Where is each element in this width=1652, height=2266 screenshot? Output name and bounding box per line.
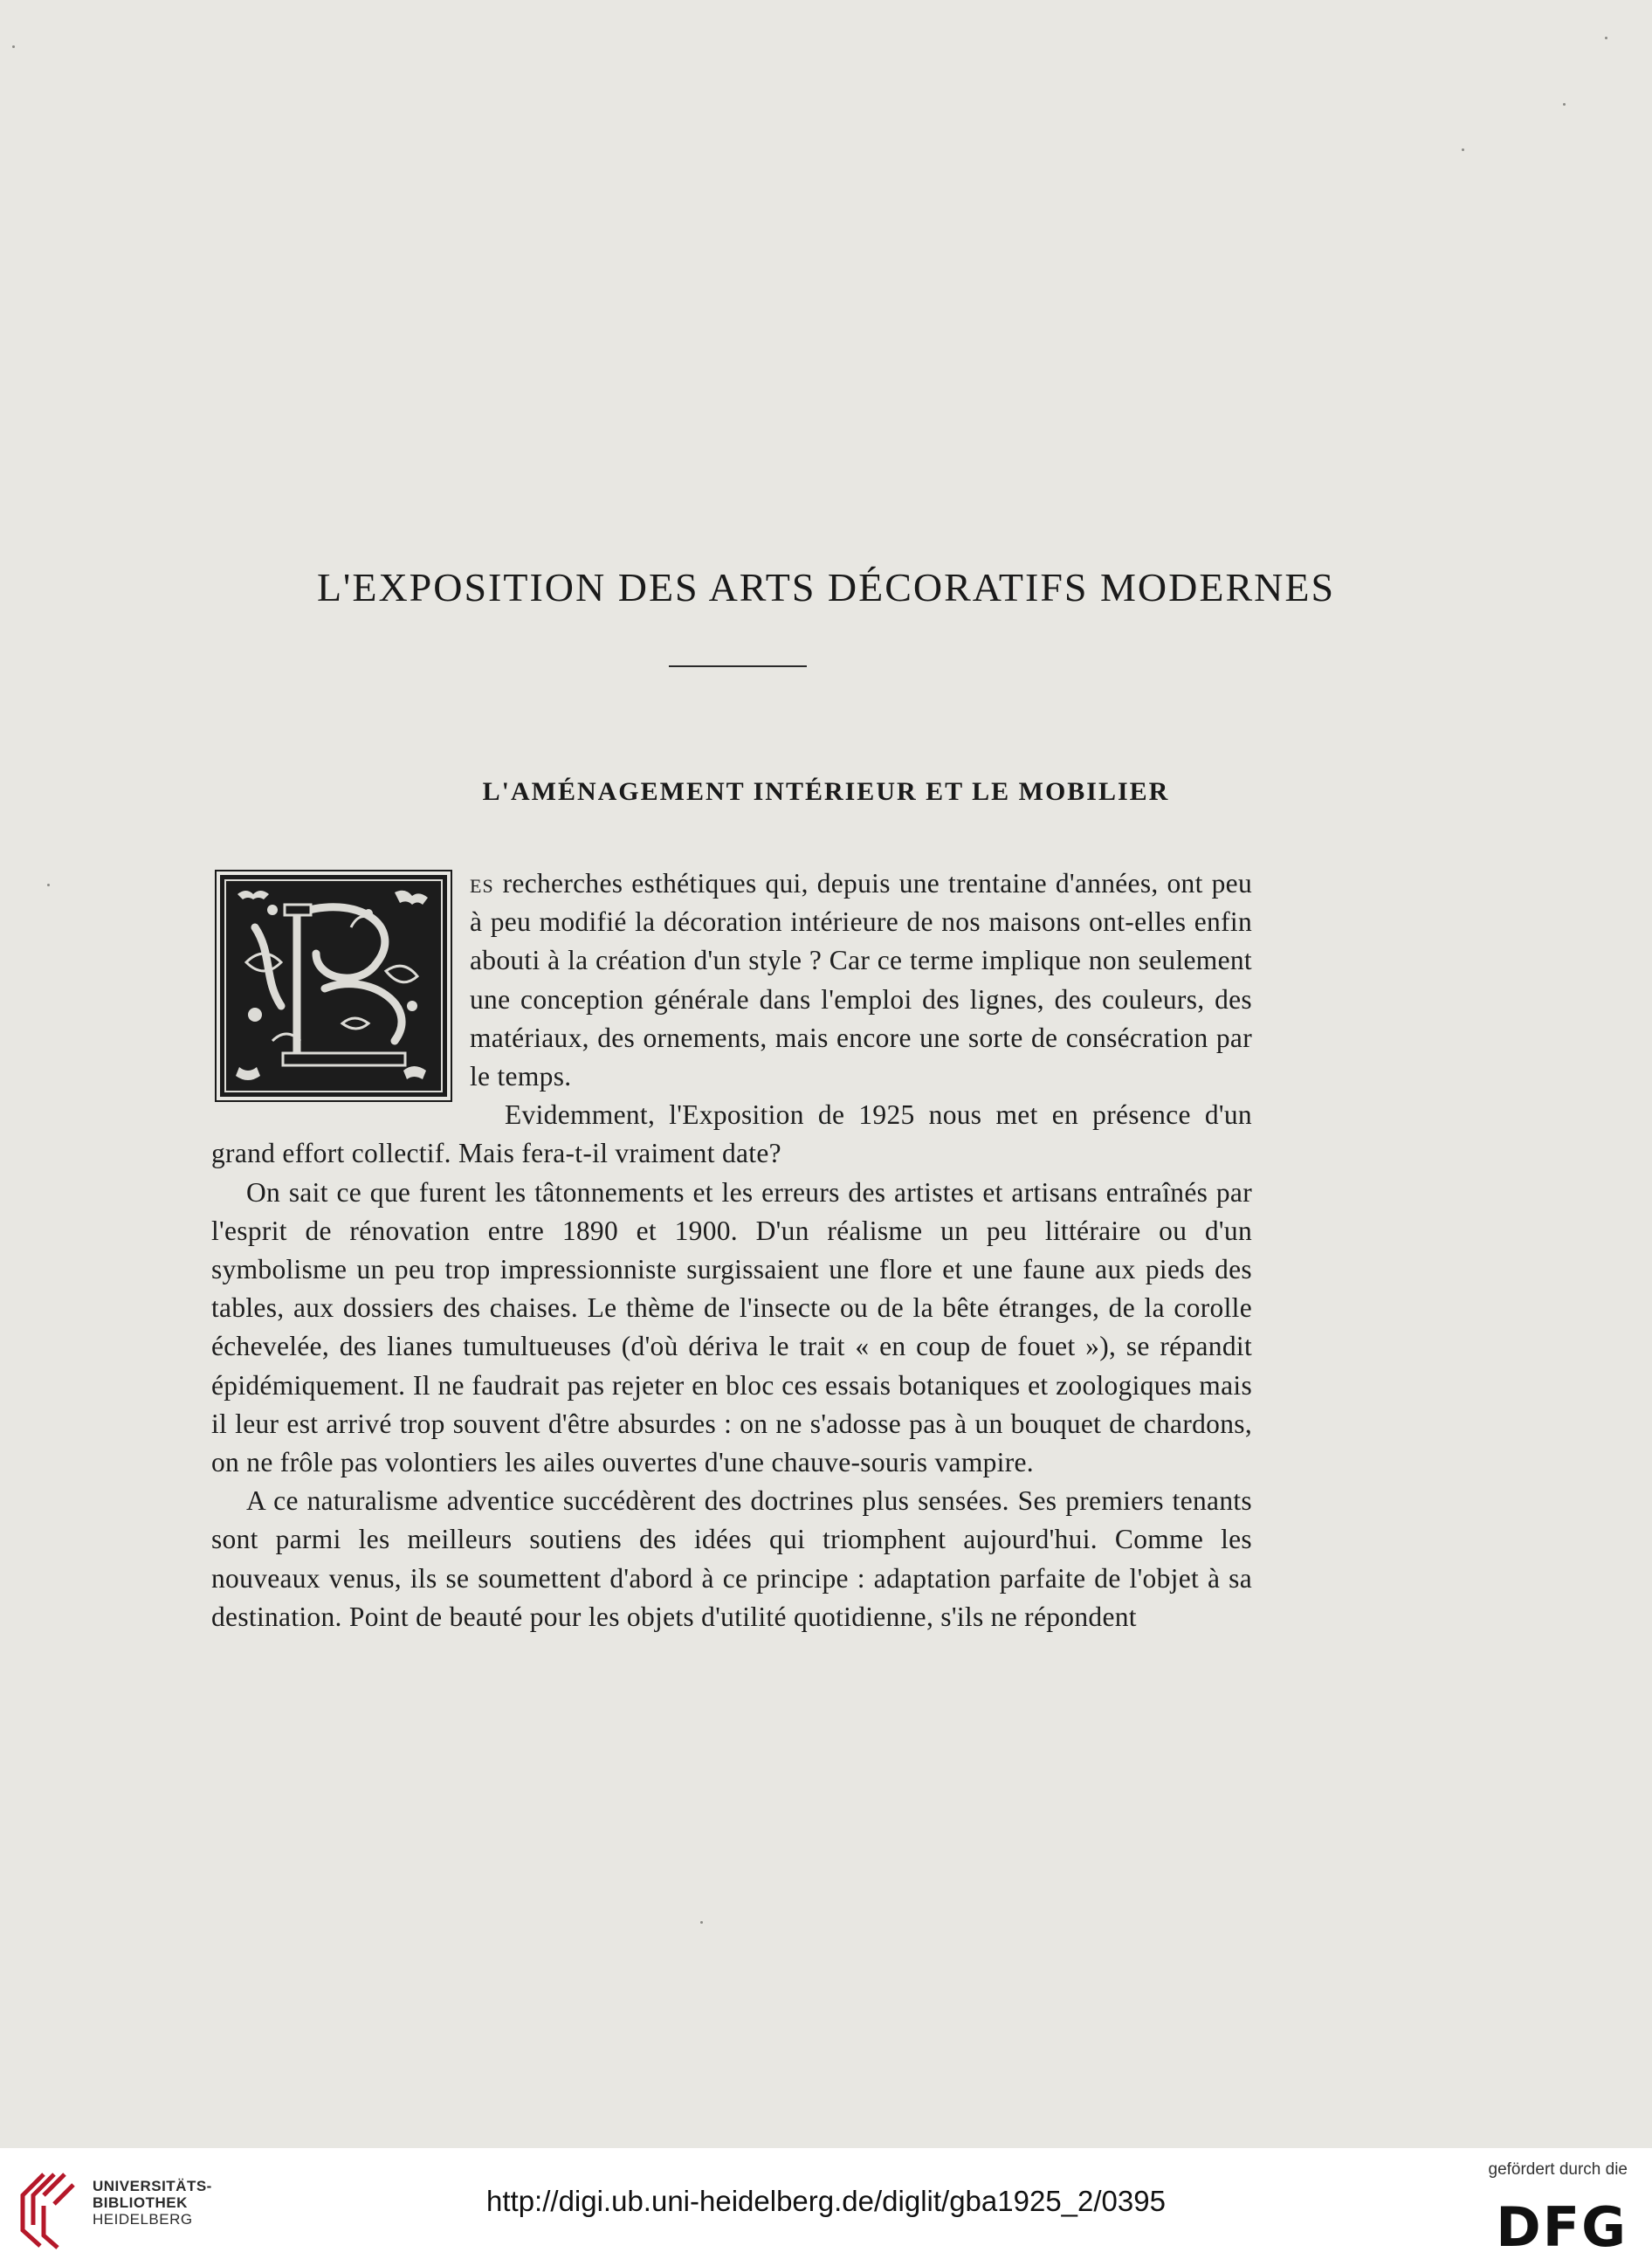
funding-label: gefördert durch die	[1488, 2160, 1628, 2179]
title-rule	[669, 665, 807, 667]
library-name-line-1: UNIVERSITÄTS-	[93, 2178, 212, 2194]
paragraph-3: On sait ce que furent les tâtonnements et les erreurs des artistes et artisans entraînés par l'esprit de rénovation entre 1890 et 1900. D'un réalisme un peu littéraire ou d'un symbolisme un peu trop impressionniste surgissaient une flore et une faune aux pieds des tables, aux dossiers des chaises. Le thème de l'insecte ou de la bête étranges, de la corolle échevelée, des lianes tumultueuses (d'où dériva le trait « en coup de fouet »), se répandit épidémiquement. Il ne faudrait pas rejeter en bloc ces essais botaniques et zoologiques mais il leur est arrivé trop souvent d'être absurdes : on ne s'adosse pas à un bouquet de chardons, on ne frôle pas volontiers les ailes ouvertes d'une chauve-souris vampire.	[211, 1176, 1252, 1478]
paper-speck	[1563, 103, 1566, 106]
paragraph-1-text: recherches esthétiques qui, depuis une trentaine d'années, ont peu à peu modifié la décoration intérieure de nos maisons ont-elles enfin abouti à la création d'un style ? Car ce terme implique non seulement une conception générale dans l'emploi des lignes, des couleurs, des matériaux, des ornements, mais encore une sorte de consécration par le temps.	[470, 868, 1252, 1092]
article-title: L'EXPOSITION DES ARTS DÉCORATIFS MODERNES	[316, 565, 1336, 610]
paper-speck	[12, 45, 15, 48]
paper-speck	[1462, 148, 1464, 151]
initial-spacer	[211, 864, 470, 1126]
paragraph-2: Evidemment, l'Exposition de 1925 nous met en présence d'un grand effort collectif. Mais fera-t-il vraiment date?	[211, 1099, 1252, 1169]
digitization-footer	[0, 2148, 1652, 2266]
paper-speck	[700, 1921, 703, 1924]
paper-speck	[1605, 37, 1607, 39]
library-name-line-2: BIBLIOTHEK	[93, 2194, 188, 2211]
paper-speck	[47, 884, 50, 886]
library-name-line-3: HEIDELBERG	[93, 2211, 193, 2228]
article-subtitle: L'AMÉNAGEMENT INTÉRIEUR ET LE MOBILIER	[482, 777, 1170, 806]
paragraph-4: A ce naturalisme adventice succédèrent des doctrines plus sensées. Ses premiers tenants sont parmi les meilleurs soutiens des idées qui triomphent aujourd'hui. Comme les nouveaux venus, ils se soumettent d'abord à ce principe : adaptation parfaite de l'objet à sa destination. Point de beauté pour les objets d'utilité quotidienne, s'ils ne répondent	[211, 1485, 1252, 1632]
article-body	[211, 864, 1252, 1636]
initial-continuation: es	[470, 868, 494, 899]
dfg-logo: DFG	[1496, 2195, 1628, 2259]
permalink-url[interactable]: http://digi.ub.uni-heidelberg.de/diglit/gba1925_2/0395	[486, 2185, 1166, 2217]
